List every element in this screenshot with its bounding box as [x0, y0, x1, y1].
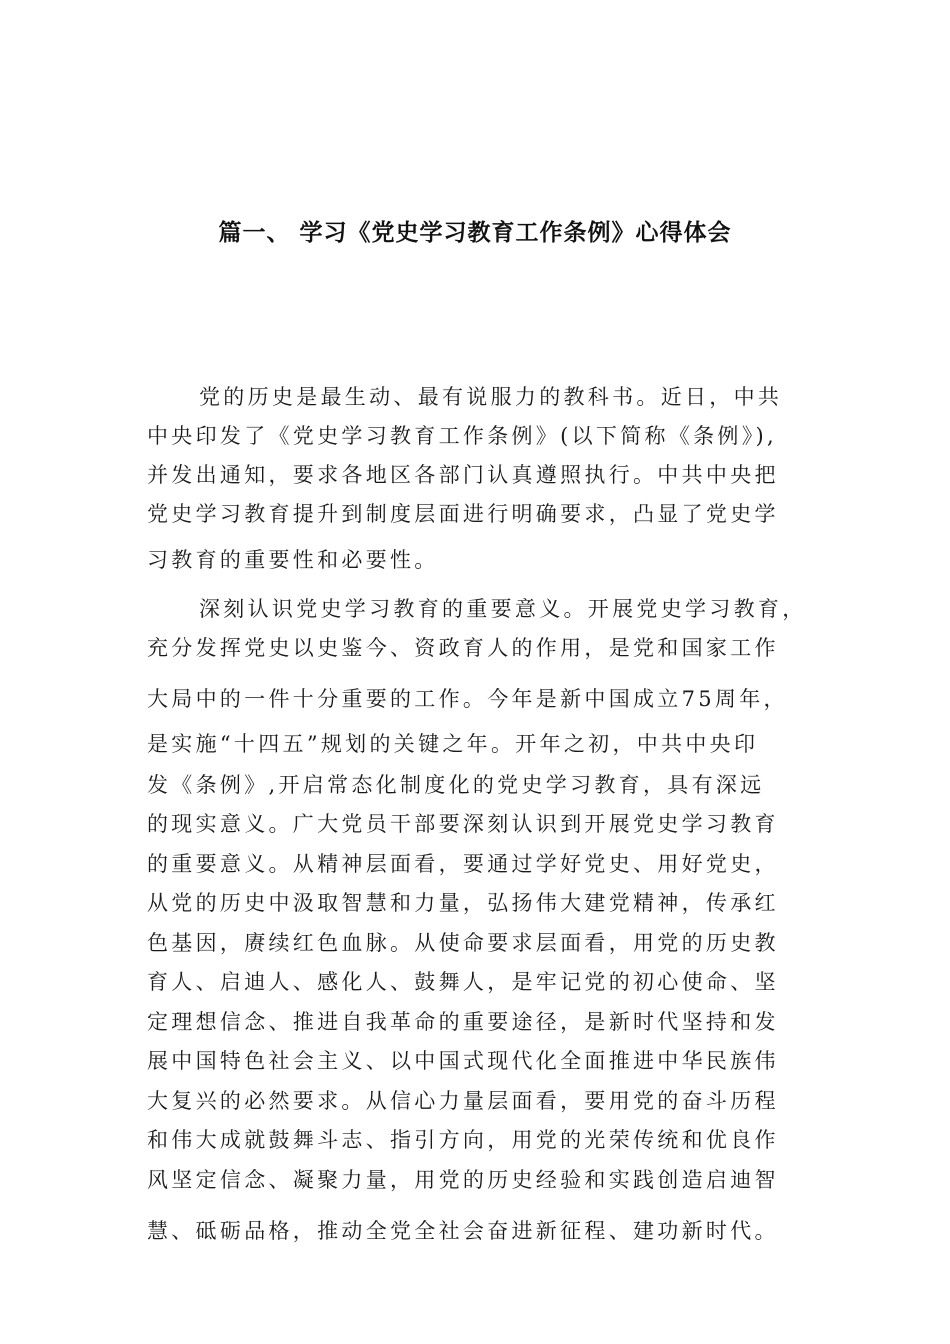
paragraph-line: 慧、砥砺品格，推动全党全社会奋进新征程、建功新时代。 — [147, 1219, 779, 1243]
paragraph-line: 发《条例》,开启常态化制度化的党史学习教育，具有深远 — [147, 773, 765, 797]
paragraph-line: 大局中的一件十分重要的工作。今年是新中国成立75周年， — [147, 687, 788, 711]
paragraph-line: 和伟大成就鼓舞斗志、指引方向，用党的光荣传统和优良作 — [147, 1128, 779, 1152]
paragraph-line: 展中国特色社会主义、以中国式现代化全面推进中华民族伟 — [147, 1049, 779, 1073]
paragraph-line: 中央印发了《党史学习教育工作条例》(以下简称《条例》), — [147, 424, 777, 448]
paragraph-line: 党的历史是最生动、最有说服力的教科书。近日，中共 — [199, 385, 783, 409]
paragraph-line: 是实施“十四五”规划的关键之年。开年之初，中共中央印 — [147, 732, 759, 756]
paragraph-line: 并发出通知，要求各地区各部门认真遵照执行。中共中央把 — [147, 463, 779, 487]
paragraph-line: 的重要意义。从精神层面看，要通过学好党史、用好党史， — [147, 852, 779, 876]
paragraph-line: 从党的历史中汲取智慧和力量，弘扬伟大建党精神，传承红 — [147, 891, 779, 915]
paragraph-line: 大复兴的必然要求。从信心力量层面看，要用党的奋斗历程 — [147, 1089, 779, 1113]
paragraph-line: 风坚定信念、凝聚力量，用党的历史经验和实践创造启迪智 — [147, 1168, 779, 1192]
paragraph-line: 色基因，赓续红色血脉。从使命要求层面看，用党的历史教 — [147, 931, 779, 955]
paragraph-line: 深刻认识党史学习教育的重要意义。开展党史学习教育， — [199, 597, 807, 621]
paragraph-line: 育人、启迪人、感化人、鼓舞人，是牢记党的初心使命、坚 — [147, 970, 779, 994]
paragraph-line: 习教育的重要性和必要性。 — [147, 548, 439, 572]
paragraph-line: 的现实意义。广大党员干部要深刻认识到开展党史学习教育 — [147, 812, 779, 836]
document-title: 篇一、 学习《党史学习教育工作条例》心得体会 — [218, 220, 732, 246]
paragraph-line: 党史学习教育提升到制度层面进行明确要求，凸显了党史学 — [147, 502, 779, 526]
paragraph-line: 定理想信念、推进自我革命的重要途径，是新时代坚持和发 — [147, 1010, 779, 1034]
paragraph-line: 充分发挥党史以史鉴今、资政育人的作用，是党和国家工作 — [147, 636, 779, 660]
